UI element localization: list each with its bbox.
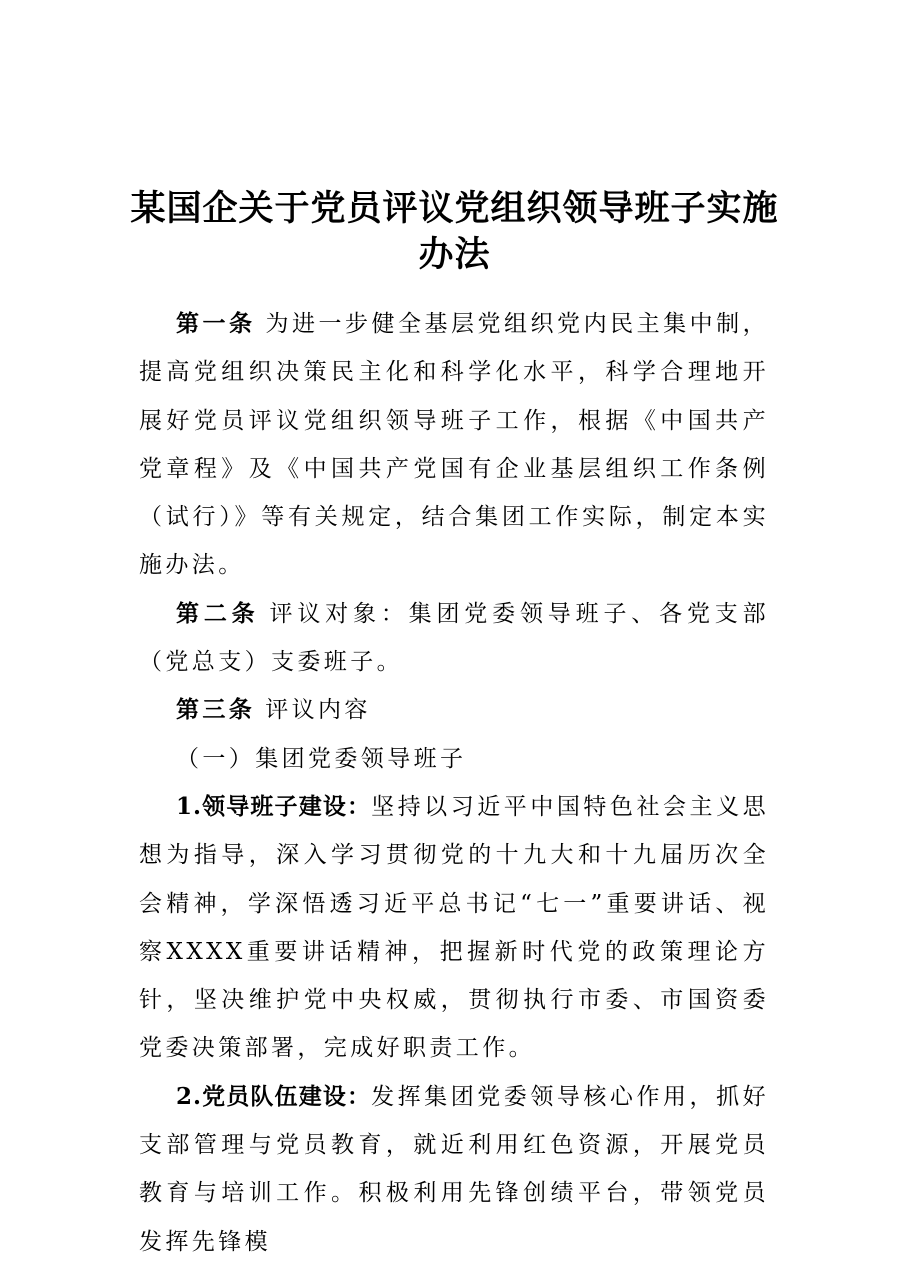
item-2 (139, 1073, 769, 1266)
article-2-text: 评议对象：集团党委领导班子、各党支部（党总支）支委班子。 (139, 600, 770, 676)
document-body (139, 300, 769, 1266)
item-2-label: 2.党员队伍建设： (176, 1082, 372, 1110)
item-1-label: 1.领导班子建设： (176, 792, 372, 820)
article-3 (139, 686, 769, 734)
article-1 (139, 300, 769, 590)
article-1-text: 为进一步健全基层党组织党内民主集中制，提高党组织决策民主化和科学化水平，科学合理地开展好党员评议党组织领导班子工作，根据《中国共产党章程》及《中国共产党国有企业基层组织工作条例（试行）》等有关规定，结合集团工作实际，制定本实施办法。 (139, 311, 769, 579)
section-1-heading: （一）集团党委领导班子 (176, 745, 467, 772)
item-1 (139, 783, 769, 1073)
document-title: 某国企关于党员评议党组织领导班子实施办法 (130, 188, 779, 275)
article-2-label: 第二条 (176, 599, 260, 627)
item-2-text: 发挥集团党委领导核心作用，抓好支部管理与党员教育，就近利用红色资源，开展党员教育与培训工作。积极利用先锋创绩平台，带领党员发挥先锋模 (139, 1083, 770, 1255)
item-1-text: 坚持以习近平中国特色社会主义思想为指导，深入学习贯彻党的十九大和十九届历次全会精神，学深悟透习近平总书记“七一”重要讲话、视察XXXX重要讲话精神，把握新时代党的政策理论方针，坚决维护党中央权威，贯彻执行市委、市国资委党委决策部署，完成好职责工作。 (139, 793, 770, 1062)
article-3-label: 第三条 (176, 696, 256, 724)
article-3-text: 评议内容 (265, 697, 371, 724)
article-2 (139, 590, 769, 687)
article-1-label: 第一条 (176, 310, 256, 337)
